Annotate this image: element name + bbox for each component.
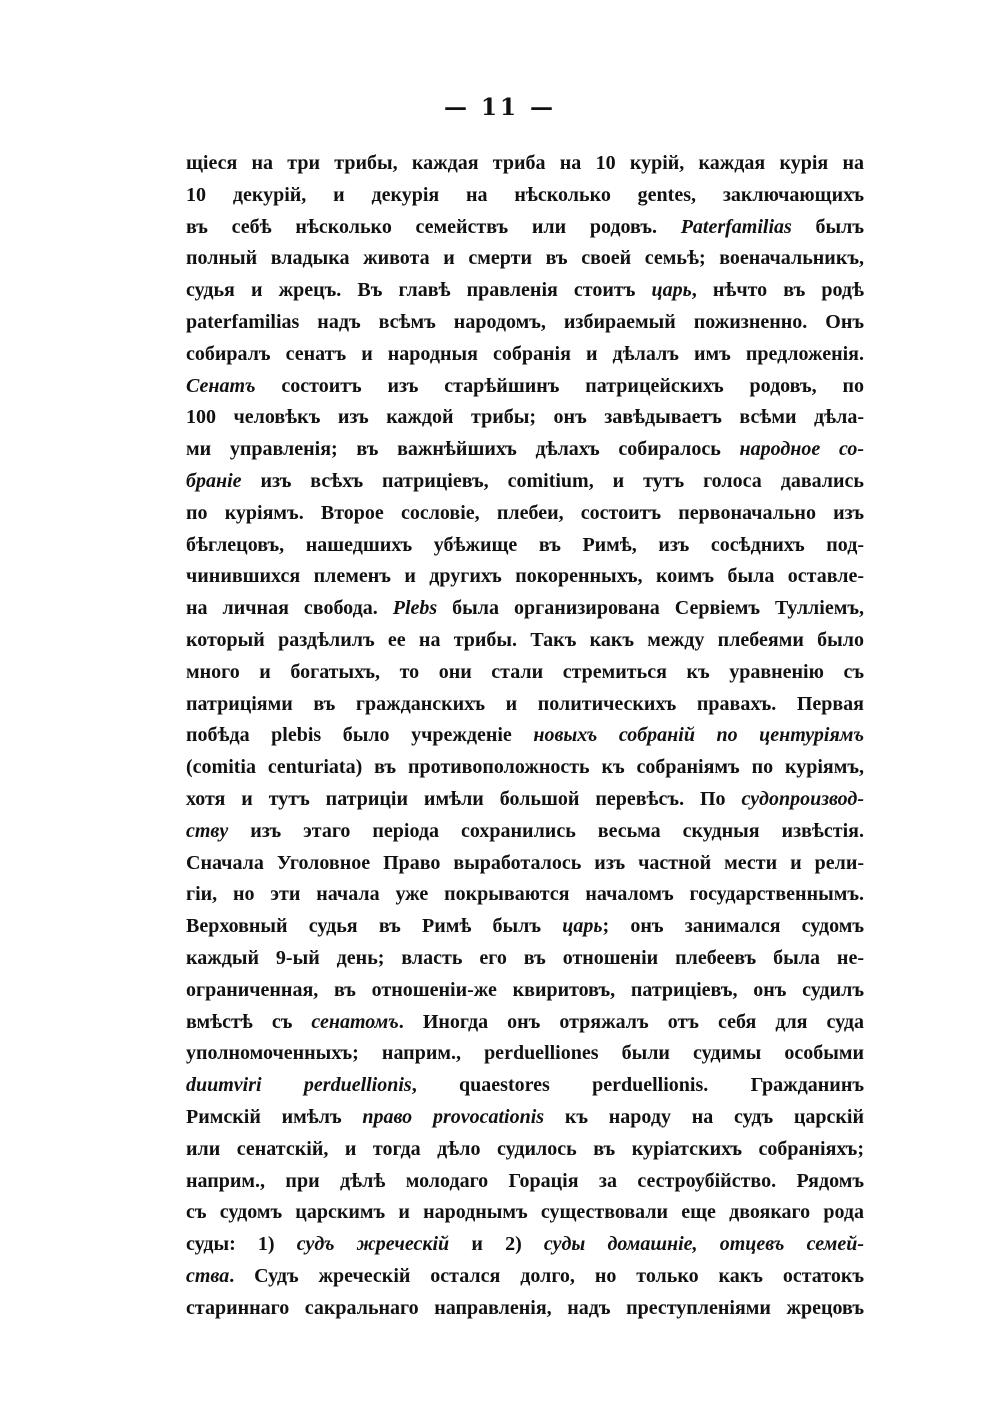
text-run: ; онъ занимался судомъ	[602, 915, 864, 938]
text-line	[186, 1070, 864, 1102]
text-run: была организирована Сервіемъ Тулліемъ,	[437, 597, 864, 620]
text-run: собиралъ сенатъ и народныя собранія и дѣлалъ имъ предложенія.	[186, 342, 864, 365]
text-line	[186, 371, 864, 403]
text-run: Сначала Уголовное Право выработалось изъ частной мести и рели-	[186, 851, 864, 874]
text-run: полный владыка живота и смерти въ своей семьѣ; военачальникъ,	[186, 247, 864, 270]
text-run: былъ	[791, 215, 864, 238]
text-line	[186, 1134, 864, 1166]
text-line	[186, 402, 864, 434]
text-run: уполномоченныхъ; наприм., perduelliones были судимы особыми	[186, 1042, 864, 1065]
text-run: гіи, но эти начала уже покрываются началомъ государственнымъ.	[186, 883, 864, 906]
text-line	[186, 530, 864, 562]
text-line	[186, 1197, 864, 1229]
text-run: вмѣстѣ съ	[186, 1010, 312, 1033]
text-line	[186, 275, 864, 307]
text-run: ми управленія; въ важнѣйшихъ дѣлахъ собиралось	[186, 438, 740, 461]
text-run: на личная свобода.	[186, 597, 393, 620]
text-line	[186, 1102, 864, 1134]
text-run: стариннаго сакральнаго направленія, надъ преступленіями жрецовъ	[186, 1296, 864, 1319]
text-run: ограниченная, въ отношеніи-же квиритовъ, патриціевъ, онъ судилъ	[186, 978, 864, 1001]
text-run: и 2)	[449, 1233, 544, 1256]
text-line	[186, 911, 864, 943]
italic-text: царь	[651, 279, 692, 302]
text-run: , нѣчто въ родѣ	[691, 279, 864, 302]
text-run: хотя и тутъ патриціи имѣли большой перевѣсъ. По	[186, 787, 742, 810]
text-run: Римскій имѣлъ	[186, 1105, 363, 1128]
text-line	[186, 307, 864, 339]
italic-text: ства	[186, 1264, 230, 1287]
text-run: щіеся на три трибы, каждая триба на 10 курій, каждая курія на	[186, 152, 864, 174]
italic-text: сенатомъ	[311, 1010, 399, 1033]
text-run: Верховный судья въ Римѣ былъ	[186, 915, 563, 938]
text-line	[186, 1293, 864, 1325]
text-line	[186, 1007, 864, 1039]
text-line	[186, 720, 864, 752]
italic-text: браніе	[186, 469, 242, 492]
text-run: бѣглецовъ, нашедшихъ убѣжище въ Римѣ, изъ сосѣднихъ под-	[186, 533, 864, 556]
text-run: къ народу на судъ царскій	[544, 1105, 864, 1128]
page-number: — 11 —	[443, 94, 557, 121]
italic-text: суды домашніе, отцевъ семей-	[543, 1233, 864, 1256]
text-run: 10 декурій, и декурія на нѣсколько gentes, заключающихъ	[186, 183, 864, 206]
italic-text: ству	[186, 819, 229, 842]
text-line	[186, 1166, 864, 1198]
text-line	[186, 339, 864, 371]
text-line	[186, 625, 864, 657]
text-line	[186, 975, 864, 1007]
italic-text: право provocationis	[362, 1105, 545, 1128]
body-text	[186, 148, 864, 1324]
text-run: paterfamilias надъ всѣмъ народомъ, избираемый пожизненно. Онъ	[186, 310, 864, 333]
italic-text: Paterfamilias	[680, 215, 792, 238]
text-line	[186, 879, 864, 911]
italic-text: duumviri perduellionis	[186, 1074, 412, 1097]
text-run: съ судомъ царскимъ и народнымъ существовали еще двоякаго рода	[186, 1201, 864, 1224]
italic-text: судопроизвод-	[741, 787, 864, 810]
text-line	[186, 434, 864, 466]
text-run: который раздѣлилъ ее на трибы. Такъ какъ между плебеями было	[186, 628, 864, 651]
text-line	[186, 1261, 864, 1293]
text-run: 100 человѣкъ изъ каждой трибы; онъ завѣдываетъ всѣми дѣла-	[186, 406, 864, 429]
text-run: въ себѣ нѣсколько семействъ или родовъ.	[186, 215, 681, 238]
text-run: . Иногда онъ отряжалъ отъ себя для суда	[398, 1010, 864, 1033]
text-line	[186, 752, 864, 784]
text-run: . Судъ жреческій остался долго, но только какъ остатокъ	[229, 1264, 864, 1287]
italic-text: Сенатъ	[186, 374, 256, 397]
text-run: каждый 9-ый день; власть его въ отношеніи плебеевъ была не-	[186, 946, 864, 969]
text-line	[186, 848, 864, 880]
text-run: изъ этаго періода сохранились весьма скудныя извѣстія.	[228, 819, 864, 842]
text-run: много и богатыхъ, то они стали стремиться къ уравненію съ	[186, 660, 864, 683]
text-run: по куріямъ. Второе сословіе, плебеи, состоитъ первоначально изъ	[186, 501, 864, 524]
text-line	[186, 243, 864, 275]
text-line	[186, 180, 864, 212]
text-line	[186, 148, 864, 180]
text-run: побѣда plebis было учрежденіе	[186, 724, 534, 747]
text-run: изъ всѣхъ патриціевъ, comitium, и тутъ голоса давались	[241, 469, 864, 492]
text-run: (comitia centuriata) въ противоположность къ собраніямъ по куріямъ,	[186, 756, 864, 779]
text-run: суды: 1)	[186, 1233, 297, 1256]
text-line	[186, 498, 864, 530]
text-line	[186, 1229, 864, 1261]
text-line	[186, 816, 864, 848]
italic-text: Plebs	[392, 597, 438, 620]
text-run: наприм., при дѣлѣ молодаго Горація за сестроубійство. Рядомъ	[186, 1169, 864, 1192]
text-line	[186, 593, 864, 625]
text-run: чинившихся племенъ и другихъ покоренныхъ, коимъ была оставле-	[186, 565, 864, 588]
text-line	[186, 943, 864, 975]
text-line	[186, 212, 864, 244]
text-line	[186, 1038, 864, 1070]
text-run: патриціями въ гражданскихъ и политическихъ правахъ. Первая	[186, 692, 864, 715]
text-line	[186, 689, 864, 721]
text-line	[186, 657, 864, 689]
text-run: , quaestores perduellionis. Гражданинъ	[411, 1074, 864, 1097]
text-line	[186, 466, 864, 498]
italic-text: новыхъ собраній по центуріямъ	[533, 724, 864, 747]
text-run: состоитъ изъ старѣйшинъ патрицейскихъ родовъ, по	[255, 374, 864, 397]
text-line	[186, 561, 864, 593]
italic-text: судъ жреческій	[296, 1233, 450, 1256]
text-line	[186, 784, 864, 816]
text-run: судья и жрецъ. Въ главѣ правленія стоитъ	[186, 279, 652, 302]
italic-text: царь	[562, 915, 603, 938]
italic-text: народное со-	[739, 438, 864, 461]
text-run: или сенатскій, и тогда дѣло судилось въ куріатскихъ собраніяхъ;	[186, 1137, 864, 1160]
